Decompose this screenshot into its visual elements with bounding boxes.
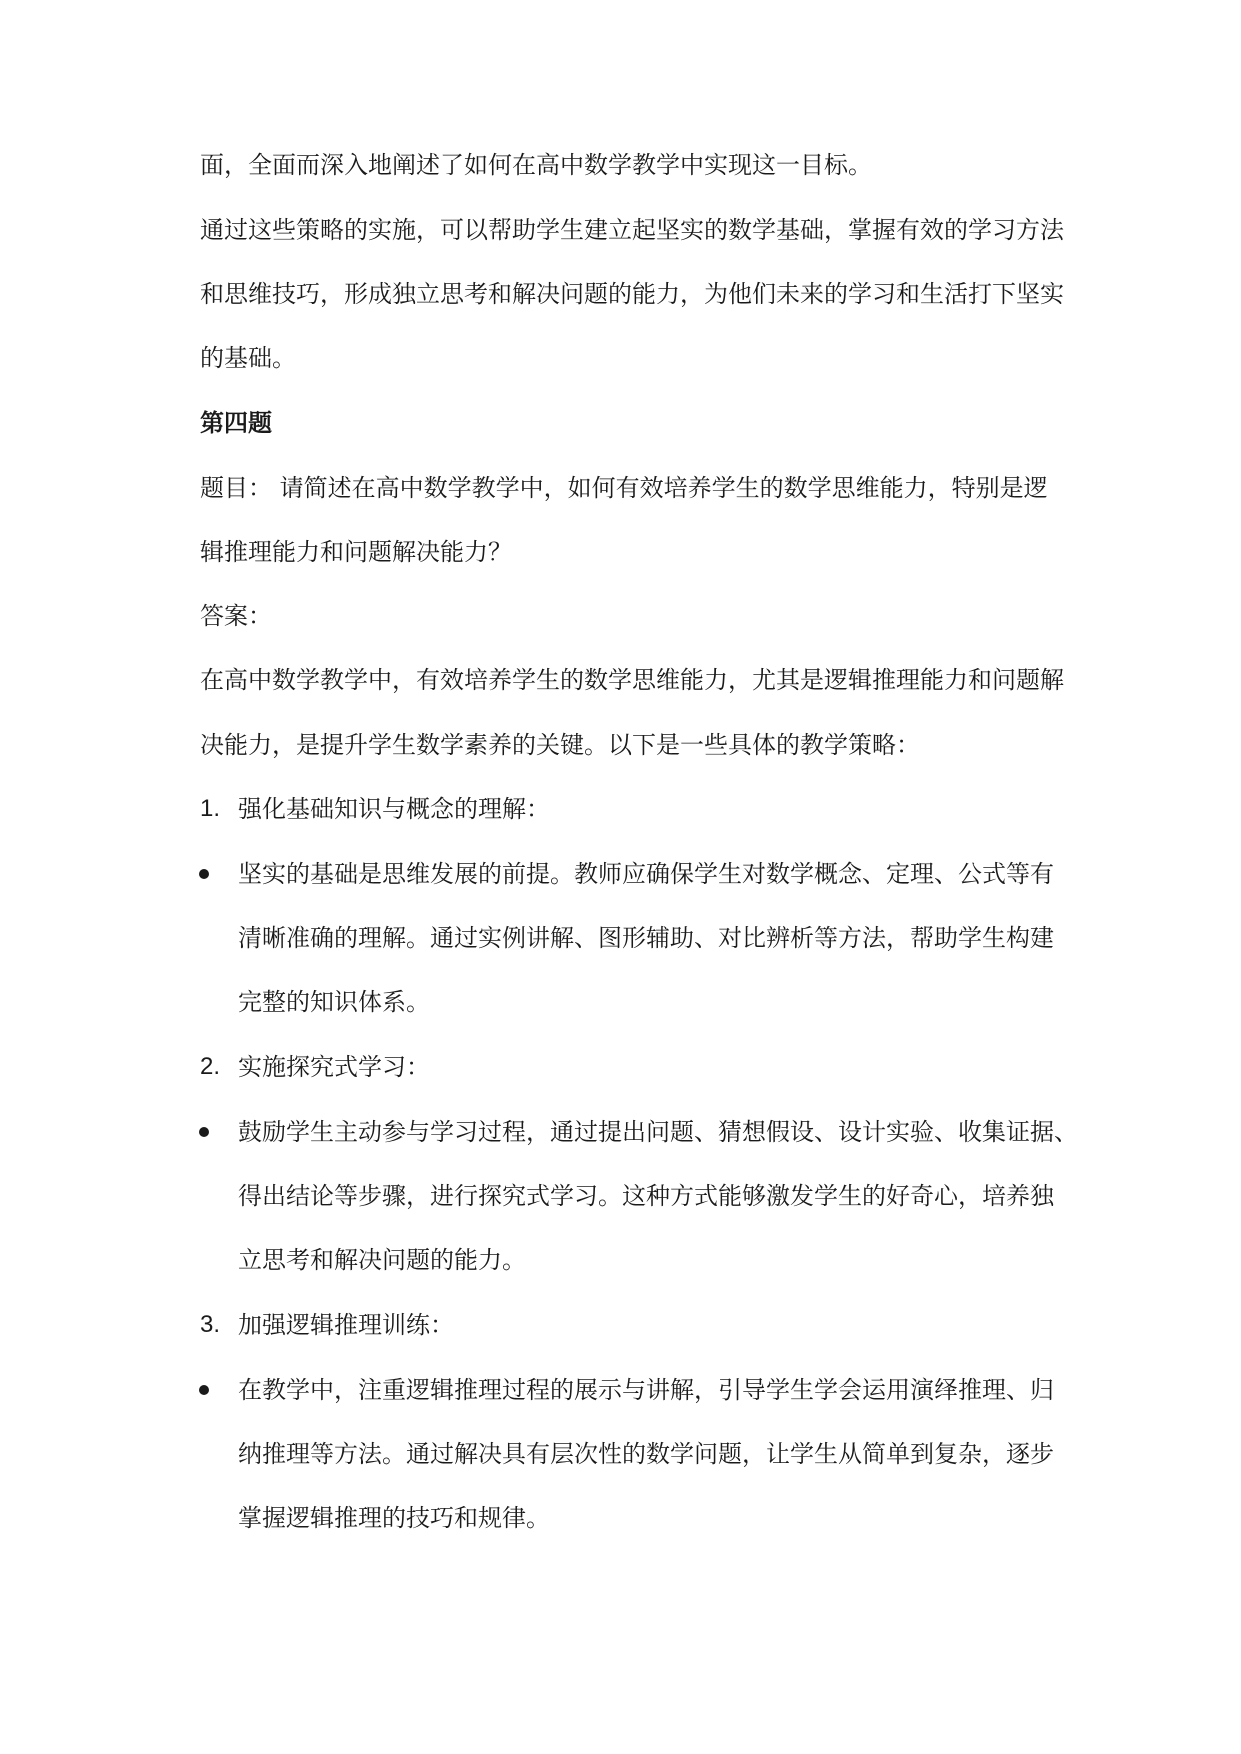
item-detail-line: 立思考和解决问题的能力。 [238,1246,526,1274]
section-heading: 第四题 [200,409,272,437]
answer-intro-line: 决能力，是提升学生数学素养的关键。以下是一些具体的教学策略： [200,731,920,759]
bullet-icon [199,1385,209,1395]
paragraph-line: 的基础。 [200,344,296,372]
bullet-icon [199,1127,209,1137]
item-detail-line: 在教学中，注重逻辑推理过程的展示与讲解，引导学生学会运用演绎推理、归 [238,1376,1054,1404]
item-title: 实施探究式学习： [238,1053,430,1081]
item-detail-line: 纳推理等方法。通过解决具有层次性的数学问题，让学生从简单到复杂，逐步 [238,1440,1054,1468]
intro-line-1: 面，全面而深入地阐述了如何在高中数学教学中实现这一目标。 [200,151,872,179]
item-detail-line: 掌握逻辑推理的技巧和规律。 [238,1504,550,1532]
answer-intro-line: 在高中数学教学中，有效培养学生的数学思维能力，尤其是逻辑推理能力和问题解 [200,666,1064,694]
item-detail-line: 得出结论等步骤，进行探究式学习。这种方式能够激发学生的好奇心，培养独 [238,1182,1054,1210]
item-number: 2. [200,1053,221,1080]
item-number: 1. [200,795,221,822]
question-line: 题目： 请简述在高中数学教学中，如何有效培养学生的数学思维能力，特别是逻 [200,474,1048,502]
item-title: 强化基础知识与概念的理解： [238,795,550,823]
bullet-icon [199,869,209,879]
item-detail-line: 坚实的基础是思维发展的前提。教师应确保学生对数学概念、定理、公式等有 [238,860,1054,888]
paragraph-line: 通过这些策略的实施，可以帮助学生建立起坚实的数学基础，掌握有效的学习方法 [200,216,1064,244]
item-detail-line: 完整的知识体系。 [238,988,430,1016]
paragraph-line: 和思维技巧，形成独立思考和解决问题的能力，为他们未来的学习和生活打下坚实 [200,280,1064,308]
item-number: 3. [200,1311,221,1338]
answer-label: 答案： [200,602,272,630]
item-detail-line: 清晰准确的理解。通过实例讲解、图形辅助、对比辨析等方法，帮助学生构建 [238,924,1054,952]
question-line: 辑推理能力和问题解决能力？ [200,538,512,566]
item-title: 加强逻辑推理训练： [238,1311,454,1339]
item-detail-line: 鼓励学生主动参与学习过程，通过提出问题、猜想假设、设计实验、收集证据、 [238,1118,1078,1146]
